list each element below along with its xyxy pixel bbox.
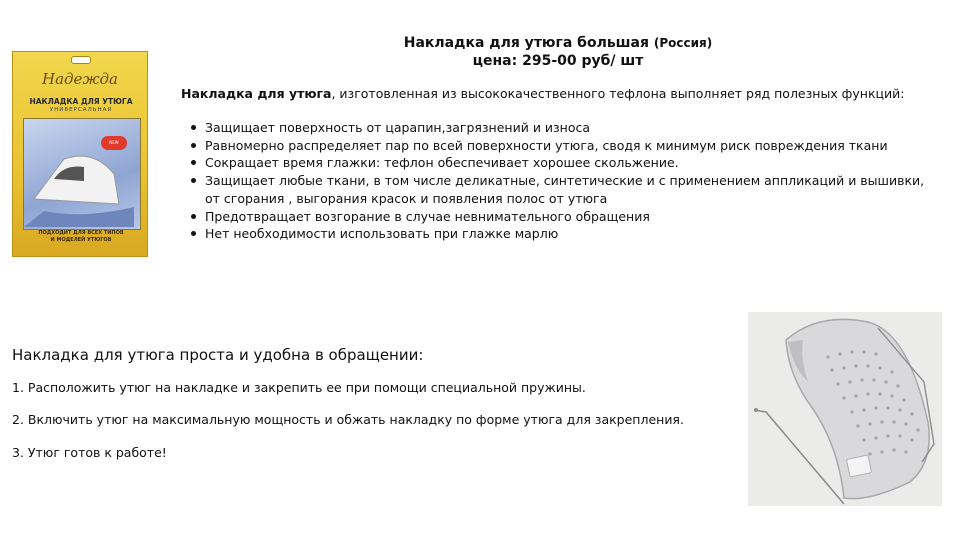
feature-item: Сокращает время глажки: тефлон обеспечивает хорошее скольжение. — [188, 154, 933, 172]
feature-item: Защищает поверхность от царапин,загрязнений и износа — [188, 119, 933, 137]
iron-cover-photo — [748, 312, 942, 506]
product-origin: (Россия) — [653, 36, 713, 50]
feature-item: Равномерно распределяет пар по всей поверхности утюга, сводя к минимум риск повреждения ткани — [188, 137, 933, 155]
features-list — [188, 119, 933, 243]
box-sticker-badge: NEW — [101, 136, 127, 150]
product-price: цена: 295-00 руб/ шт — [472, 53, 644, 69]
usage-heading: Накладка для утюга проста и удобна в обращении: — [12, 346, 424, 364]
box-title: НАКЛАДКА ДЛЯ УТЮГА — [29, 97, 133, 106]
usage-step: 3. Утюг готов к работе! — [12, 445, 167, 460]
feature-item: Предотвращает возгорание в случае невнимательного обращения — [188, 208, 933, 226]
intro-bold: Накладка для утюга — [181, 86, 332, 101]
teflon-cover-illustration — [748, 312, 942, 506]
product-box-image — [12, 51, 148, 257]
hang-hole — [71, 56, 91, 64]
intro-text: , изготовленная из высококачественного тефлона выполняет ряд полезных функций: — [331, 86, 905, 101]
feature-item: Нет необходимости использовать при глажке марлю — [188, 225, 933, 243]
box-brand-logo: Надежда — [42, 70, 118, 88]
feature-item: Защищает любые ткани, в том числе деликатные, синтетические и с применением аппликаций и вышивки, от сгорания , выгорания красок и появления полос от утюга — [188, 172, 933, 207]
box-window-photo — [23, 118, 141, 230]
usage-step: 2. Включить утюг на максимальную мощность и обжать накладку по форме утюга для закрепления. — [12, 412, 684, 427]
usage-step: 1. Расположить утюг на накладке и закрепить ее при помощи специальной пружины. — [12, 380, 586, 395]
product-title-text: Накладка для утюга большая — [403, 35, 649, 51]
intro-paragraph — [181, 86, 904, 101]
box-subtitle: УНИВЕРСАЛЬНАЯ — [49, 107, 113, 113]
product-title — [150, 35, 966, 51]
box-caption: ПОДХОДИТ ДЛЯ ВСЕХ ТИПОВ И МОДЕЛЕЙ УТЮГОВ — [38, 230, 124, 243]
